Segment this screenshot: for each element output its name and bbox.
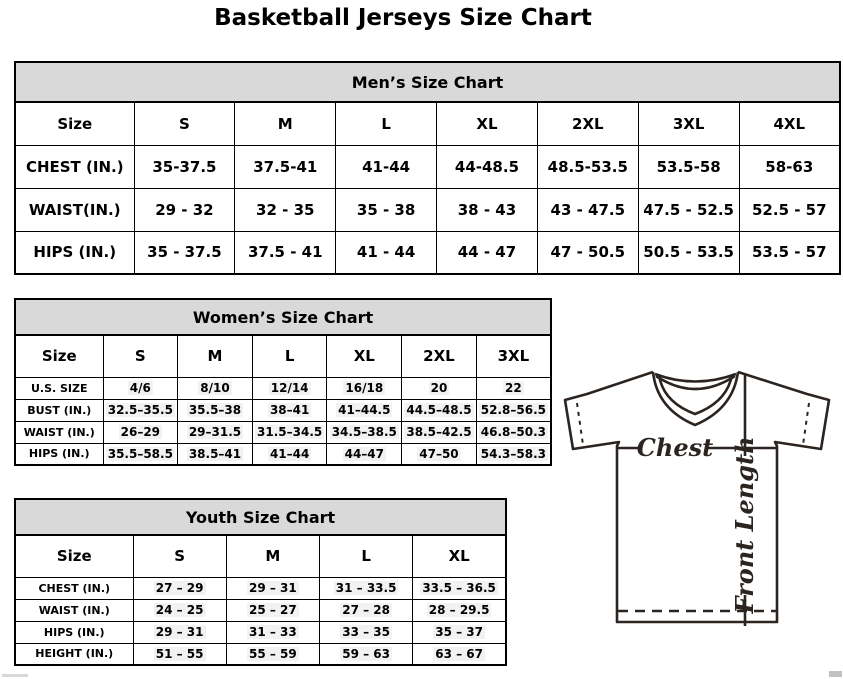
size-value: 50.5 - 53.5 bbox=[638, 231, 739, 274]
youth-waist-row bbox=[15, 599, 506, 621]
size-value: 12/14 bbox=[252, 377, 327, 399]
youth-size-chart-table bbox=[14, 498, 507, 666]
size-value: 27 – 29 bbox=[133, 577, 226, 599]
size-value: 22 bbox=[476, 377, 551, 399]
size-value: 41-44 bbox=[336, 145, 437, 188]
womens-col-header: 3XL bbox=[476, 335, 551, 377]
size-value: 44.5–48.5 bbox=[402, 399, 477, 421]
womens-hips-row bbox=[15, 443, 551, 465]
womens-ussize-row bbox=[15, 377, 551, 399]
size-value: 33 – 35 bbox=[320, 621, 413, 643]
size-value: 35 – 37 bbox=[413, 621, 506, 643]
womens-col-header: 2XL bbox=[402, 335, 477, 377]
size-value: 53.5 - 57 bbox=[739, 231, 840, 274]
size-value: 63 – 67 bbox=[413, 643, 506, 665]
size-value: 27 – 28 bbox=[320, 599, 413, 621]
size-value: 44 - 47 bbox=[437, 231, 538, 274]
size-value: 47 - 50.5 bbox=[537, 231, 638, 274]
scrollbar-artifact-left bbox=[2, 674, 28, 677]
size-value: 52.8–56.5 bbox=[476, 399, 551, 421]
size-value: 48.5-53.5 bbox=[537, 145, 638, 188]
chest-label: Chest bbox=[636, 433, 714, 462]
mens-col-header: 4XL bbox=[739, 102, 840, 145]
size-value: 47–50 bbox=[402, 443, 477, 465]
size-value: 37.5 - 41 bbox=[235, 231, 336, 274]
row-label: HEIGHT (IN.) bbox=[15, 643, 133, 665]
size-value: 52.5 - 57 bbox=[739, 188, 840, 231]
size-value: 53.5-58 bbox=[638, 145, 739, 188]
size-value: 33.5 – 36.5 bbox=[413, 577, 506, 599]
mens-col-header: M bbox=[235, 102, 336, 145]
size-value: 31.5–34.5 bbox=[252, 421, 327, 443]
womens-chart-title: Women’s Size Chart bbox=[15, 299, 551, 335]
womens-header-row bbox=[15, 335, 551, 377]
mens-col-header: S bbox=[134, 102, 235, 145]
size-value: 38.5–42.5 bbox=[402, 421, 477, 443]
scrollbar-artifact-right bbox=[829, 671, 842, 677]
size-value: 59 – 63 bbox=[320, 643, 413, 665]
youth-col-header: Size bbox=[15, 535, 133, 577]
mens-waist-row bbox=[15, 188, 840, 231]
page-title: Basketball Jerseys Size Chart bbox=[214, 5, 592, 31]
mens-hips-row bbox=[15, 231, 840, 274]
size-value: 34.5–38.5 bbox=[327, 421, 402, 443]
row-label: U.S. SIZE bbox=[15, 377, 103, 399]
size-value: 16/18 bbox=[327, 377, 402, 399]
mens-col-header: XL bbox=[437, 102, 538, 145]
mens-header-row bbox=[15, 102, 840, 145]
size-value: 29 – 31 bbox=[226, 577, 319, 599]
youth-height-row bbox=[15, 643, 506, 665]
row-label: HIPS (IN.) bbox=[15, 231, 134, 274]
row-label: WAIST (IN.) bbox=[15, 421, 103, 443]
size-value: 55 – 59 bbox=[226, 643, 319, 665]
size-value: 31 – 33.5 bbox=[320, 577, 413, 599]
row-label: HIPS (IN.) bbox=[15, 621, 133, 643]
row-label: CHEST (IN.) bbox=[15, 145, 134, 188]
youth-header-row bbox=[15, 535, 506, 577]
size-value: 37.5-41 bbox=[235, 145, 336, 188]
mens-col-header: 3XL bbox=[638, 102, 739, 145]
size-value: 35.5–38 bbox=[178, 399, 253, 421]
row-label: WAIST(IN.) bbox=[15, 188, 134, 231]
row-label: WAIST (IN.) bbox=[15, 599, 133, 621]
youth-hips-row bbox=[15, 621, 506, 643]
row-label: CHEST (IN.) bbox=[15, 577, 133, 599]
row-label: HIPS (IN.) bbox=[15, 443, 103, 465]
size-value: 32 - 35 bbox=[235, 188, 336, 231]
row-label: BUST (IN.) bbox=[15, 399, 103, 421]
size-value: 43 - 47.5 bbox=[537, 188, 638, 231]
womens-col-header: XL bbox=[327, 335, 402, 377]
womens-col-header: L bbox=[252, 335, 327, 377]
size-value: 41–44.5 bbox=[327, 399, 402, 421]
womens-col-header: S bbox=[103, 335, 178, 377]
size-value: 8/10 bbox=[178, 377, 253, 399]
size-value: 44–47 bbox=[327, 443, 402, 465]
size-value: 54.3–58.3 bbox=[476, 443, 551, 465]
size-value: 35.5–58.5 bbox=[103, 443, 178, 465]
size-value: 20 bbox=[402, 377, 477, 399]
size-value: 32.5–35.5 bbox=[103, 399, 178, 421]
size-value: 35-37.5 bbox=[134, 145, 235, 188]
size-value: 46.8–50.3 bbox=[476, 421, 551, 443]
youth-chest-row bbox=[15, 577, 506, 599]
size-value: 28 – 29.5 bbox=[413, 599, 506, 621]
size-value: 26–29 bbox=[103, 421, 178, 443]
mens-col-header: 2XL bbox=[537, 102, 638, 145]
front-length-label: Front Length bbox=[730, 436, 759, 614]
size-value: 38 - 43 bbox=[437, 188, 538, 231]
size-value: 35 - 37.5 bbox=[134, 231, 235, 274]
size-value: 25 – 27 bbox=[226, 599, 319, 621]
size-value: 29 – 31 bbox=[133, 621, 226, 643]
size-value: 29 - 32 bbox=[134, 188, 235, 231]
youth-col-header: S bbox=[133, 535, 226, 577]
jersey-outline-icon bbox=[557, 357, 843, 649]
youth-col-header: M bbox=[226, 535, 319, 577]
mens-col-header: L bbox=[336, 102, 437, 145]
mens-chart-title: Men’s Size Chart bbox=[15, 62, 840, 102]
youth-col-header: L bbox=[320, 535, 413, 577]
size-value: 41 - 44 bbox=[336, 231, 437, 274]
womens-waist-row bbox=[15, 421, 551, 443]
size-value: 38.5–41 bbox=[178, 443, 253, 465]
size-value: 51 – 55 bbox=[133, 643, 226, 665]
size-value: 31 – 33 bbox=[226, 621, 319, 643]
youth-chart-title: Youth Size Chart bbox=[15, 499, 506, 535]
womens-bust-row bbox=[15, 399, 551, 421]
size-value: 38–41 bbox=[252, 399, 327, 421]
size-value: 58-63 bbox=[739, 145, 840, 188]
womens-size-chart-table bbox=[14, 298, 552, 466]
mens-col-header: Size bbox=[15, 102, 134, 145]
womens-col-header: Size bbox=[15, 335, 103, 377]
youth-col-header: XL bbox=[413, 535, 506, 577]
mens-chest-row bbox=[15, 145, 840, 188]
size-value: 41–44 bbox=[252, 443, 327, 465]
size-value: 24 – 25 bbox=[133, 599, 226, 621]
jersey-measurement-diagram bbox=[557, 357, 843, 649]
size-value: 4/6 bbox=[103, 377, 178, 399]
size-value: 29–31.5 bbox=[178, 421, 253, 443]
size-value: 35 - 38 bbox=[336, 188, 437, 231]
size-value: 47.5 - 52.5 bbox=[638, 188, 739, 231]
womens-col-header: M bbox=[178, 335, 253, 377]
mens-size-chart-table bbox=[14, 61, 841, 275]
size-value: 44-48.5 bbox=[437, 145, 538, 188]
